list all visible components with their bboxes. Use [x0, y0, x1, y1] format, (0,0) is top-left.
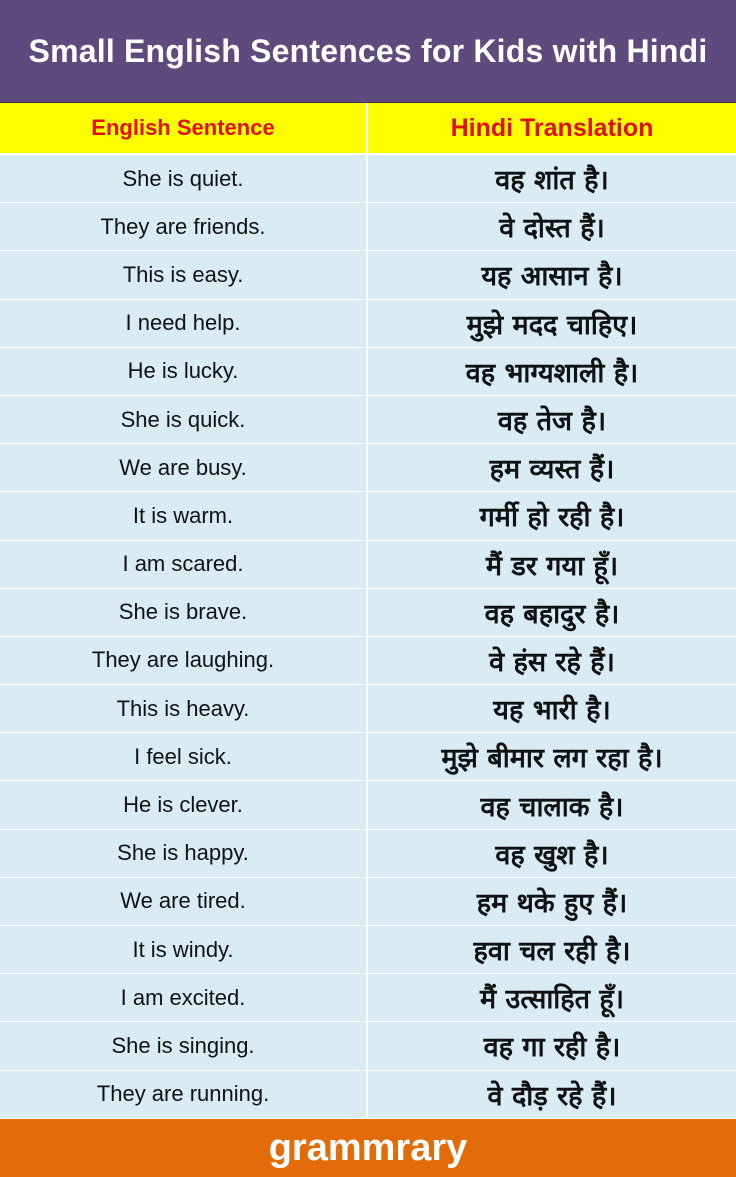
hindi-translation-cell: वह खुश है।: [495, 839, 609, 871]
table-row: [0, 203, 736, 251]
table-row: [0, 444, 736, 492]
table-row: [0, 541, 736, 589]
hindi-translation-cell: वह भाग्यशाली है।: [465, 357, 639, 389]
hindi-translation-cell: वह बहादुर है।: [484, 598, 620, 630]
english-sentence-cell: They are friends.: [0, 203, 368, 250]
english-sentence-cell: I feel sick.: [0, 733, 368, 780]
english-sentence-cell: She is quiet.: [0, 155, 368, 202]
english-sentence-cell: She is brave.: [0, 589, 368, 636]
hindi-translation-cell: मुझे बीमार लग रहा है।: [441, 743, 663, 775]
hindi-translation-cell: मैं डर गया हूँ।: [485, 550, 619, 582]
hindi-translation-cell: वे हंस रहे हैं।: [489, 646, 615, 678]
table-row: [0, 781, 736, 829]
hindi-translation-cell: वह गा रही है।: [483, 1032, 621, 1064]
table-row: [0, 926, 736, 974]
english-sentence-cell: I am scared.: [0, 541, 368, 588]
hindi-translation-cell: गर्मी हो रही है।: [479, 502, 625, 534]
table-row: [0, 1071, 736, 1119]
hindi-translation-cell: वे दोस्त हैं।: [499, 213, 605, 245]
table-row: [0, 348, 736, 396]
table-row: [0, 589, 736, 637]
header-english-sentence: English Sentence: [0, 103, 368, 153]
sentence-table: [0, 103, 736, 1119]
table-row: [0, 685, 736, 733]
page-title: Small English Sentences for Kids with Hindi: [0, 0, 736, 103]
english-sentence-cell: It is windy.: [0, 926, 368, 973]
hindi-translation-cell: मैं उत्साहित हूँ।: [480, 984, 624, 1016]
english-sentence-cell: She is happy.: [0, 830, 368, 877]
english-sentence-cell: I am excited.: [0, 974, 368, 1021]
hindi-translation-cell: वे दौड़ रहे हैं।: [487, 1080, 617, 1112]
table-row: [0, 637, 736, 685]
table-body: [0, 155, 736, 1119]
hindi-translation-cell: हम व्यस्त हैं।: [489, 454, 615, 486]
english-sentence-cell: They are running.: [0, 1071, 368, 1118]
hindi-translation-cell: यह आसान है।: [481, 261, 623, 293]
english-sentence-cell: It is warm.: [0, 492, 368, 539]
table-row: [0, 300, 736, 348]
english-sentence-cell: We are tired.: [0, 878, 368, 925]
hindi-translation-cell: यह भारी है।: [493, 695, 611, 727]
hindi-translation-cell: मुझे मदद चाहिए।: [466, 309, 638, 341]
english-sentence-cell: He is clever.: [0, 781, 368, 828]
table-header-row: [0, 103, 736, 155]
table-row: [0, 878, 736, 926]
hindi-translation-cell: हम थके हुए हैं।: [476, 887, 628, 919]
hindi-translation-cell: वह शांत है।: [495, 165, 609, 197]
table-row: [0, 974, 736, 1022]
footer-brand: grammrary: [0, 1119, 736, 1177]
hindi-translation-cell: वह तेज है।: [497, 406, 607, 438]
hindi-translation-cell: वह चालाक है।: [480, 791, 624, 823]
english-sentence-cell: She is quick.: [0, 396, 368, 443]
table-row: [0, 396, 736, 444]
english-sentence-cell: We are busy.: [0, 444, 368, 491]
english-sentence-cell: This is easy.: [0, 251, 368, 298]
table-row: [0, 830, 736, 878]
english-sentence-cell: She is singing.: [0, 1022, 368, 1069]
header-hindi-translation: Hindi Translation: [450, 113, 654, 142]
english-sentence-cell: They are laughing.: [0, 637, 368, 684]
hindi-translation-cell: हवा चल रही है।: [473, 936, 631, 968]
table-row: [0, 733, 736, 781]
english-sentence-cell: I need help.: [0, 300, 368, 347]
english-sentence-cell: He is lucky.: [0, 348, 368, 395]
table-row: [0, 492, 736, 540]
table-row: [0, 251, 736, 299]
english-sentence-cell: This is heavy.: [0, 685, 368, 732]
table-row: [0, 155, 736, 203]
table-row: [0, 1022, 736, 1070]
